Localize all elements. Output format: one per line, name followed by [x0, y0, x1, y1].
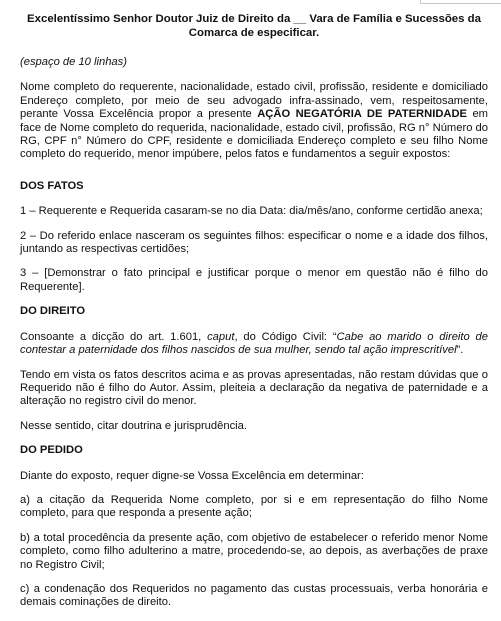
document-page [20, 12, 488, 621]
request-item-c: c) a condenação dos Requeridos no pagamento das custas processuais, verba honorária e demais cominações de direito. [20, 582, 488, 609]
action-name: AÇÃO NEGATÓRIA DE PATERNIDADE [257, 108, 468, 121]
citation-prefix: Consoante a dicção do art. 1.601, [20, 330, 208, 343]
intro-text-1: Nome completo do requerente, nacionalidade, estado civil, profissão, residente e domiciliado Endereço completo, por meio de seu advogado infra-assinado, vem, respeitosamente, perante Vossa Excelência propor a presente [20, 81, 488, 121]
request-heading: DO PEDIDO [20, 444, 83, 457]
law-paragraph-2: Tendo em vista os fatos descritos acima e as provas apresentadas, não restam dúvidas que o Requerido não é filho do Autor. Assim, pleiteia a declaração da negativa de paternidade e a alteração no registro civil do menor. [20, 368, 488, 408]
law-paragraph-3: Nesse sentido, citar doutrina e jurisprudência. [20, 419, 247, 432]
fact-item-1: 1 – Requerente e Requerida casaram-se no dia Data: dia/mês/ano, conforme certidão anexa; [20, 205, 483, 218]
fact-item-2: 2 – Do referido enlace nasceram os seguintes filhos: especificar o nome e a idade dos filhos, juntando as respectivas certidões; [20, 229, 488, 256]
document-title: Excelentíssimo Senhor Doutor Juiz de Direito da __ Vara de Família e Sucessões da Comarca de especificar. [27, 13, 481, 39]
request-item-b: b) a total procedência da presente ação, com objetivo de estabelecer o referido menor Nome completo, como filho adulterino a matre, procedendo-se, ao depois, as averbações de praxe no Registro Civil; [20, 531, 488, 571]
spacing-note: (espaço de 10 linhas) [20, 56, 127, 68]
fact-item-3: 3 – [Demonstrar o fato principal e justificar porque o menor em questão não é filho do Requerente]. [20, 267, 488, 293]
page-edge-decoration [420, 0, 501, 4]
law-heading: DO DIREITO [20, 305, 86, 318]
citation-quote: Cabe ao marido o direito de contestar a paternidade dos filhos nascidos de sua mulher, sendo tal ação imprescritível [20, 330, 488, 357]
intro-text-2: em face de Nome completo do requerida, nacionalidade, estado civil, profissão, RG n° Número do RG, CPF n° Número do CPF, residente e domiciliada Endereço completo e seu filho Nome completo do requerido, menor impúbere, pelos fatos e fundamentos a seguir expostos: [20, 108, 488, 161]
citation-mid: , do Código Civil: “ [234, 330, 337, 343]
request-item-a: a) a citação da Requerida Nome completo, por si e em representação do filho Nome completo, para que responda a presente ação; [20, 493, 488, 520]
citation-caput: caput [207, 330, 235, 343]
intro-paragraph [20, 81, 488, 161]
facts-heading: DOS FATOS [20, 179, 84, 192]
request-lead: Diante do exposto, requer digne-se Vossa Excelência em determinar: [20, 469, 364, 482]
law-citation-paragraph [20, 331, 488, 358]
citation-end: ”. [456, 344, 464, 357]
